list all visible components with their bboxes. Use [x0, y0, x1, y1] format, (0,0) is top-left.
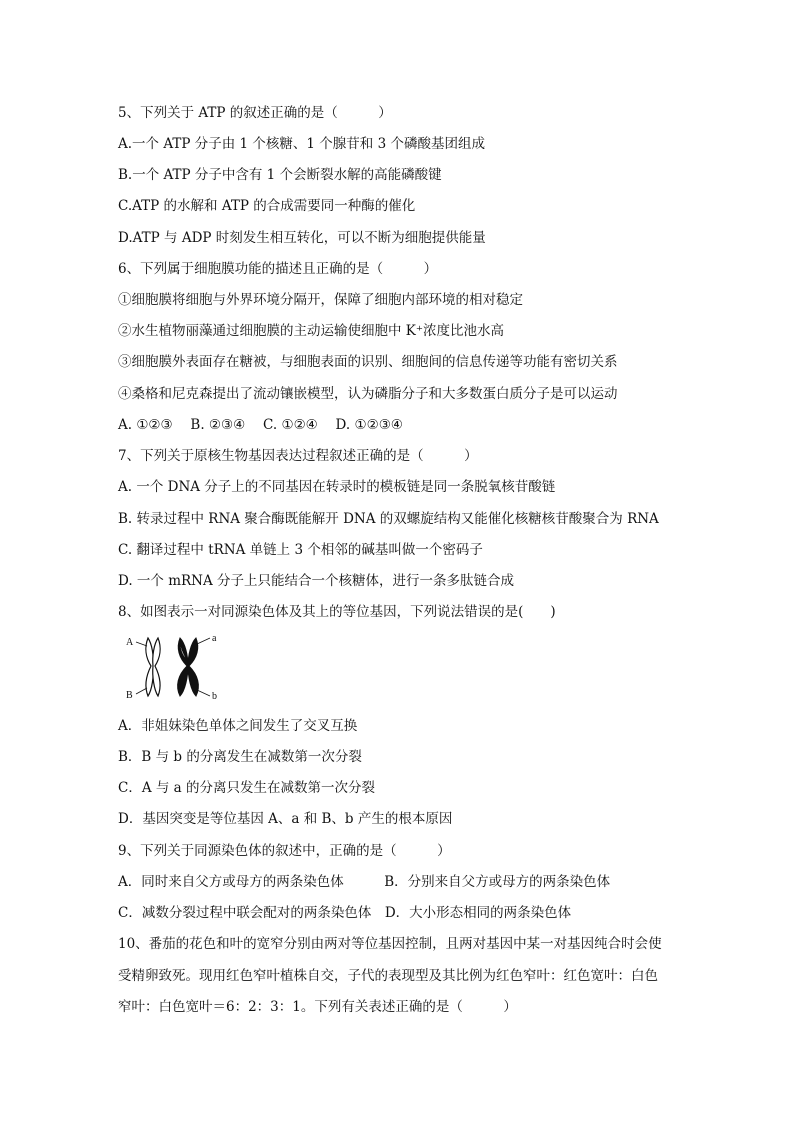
left-chromosome: [146, 638, 160, 696]
question-10-line-1: 10、番茄的花色和叶的宽窄分别由两对等位基因控制，且两对基因中某一对基因纯合时会使: [118, 936, 662, 952]
question-6-statement-3: ③细胞膜外表面存在糖被，与细胞表面的识别、细胞间的信息传递等功能有密切关系: [118, 354, 618, 370]
homologous-chromosome-figure: [118, 628, 228, 704]
question-6-statement-4: ④桑格和尼克森提出了流动镶嵌模型，认为磷脂分子和大多数蛋白质分子是可以运动: [118, 386, 618, 402]
question-9-options-row-2: C．减数分裂过程中联会配对的两条染色体 D．大小形态相同的两条染色体: [118, 905, 572, 921]
question-5-option-a: A.一个 ATP 分子由 1 个核糖、1 个腺苷和 3 个磷酸基团组成: [118, 136, 485, 152]
question-8-option-d: D．基因突变是等位基因 A、a 和 B、b 产生的根本原因: [118, 811, 453, 827]
question-8-stem: 8、如图表示一对同源染色体及其上的等位基因，下列说法错误的是( ): [118, 604, 556, 620]
question-10-line-2: 受精卵致死。现用红色窄叶植株自交，子代的表现型及其比例为红色窄叶：红色宽叶：白色: [118, 968, 658, 984]
question-5-option-b: B.一个 ATP 分子中含有 1 个会断裂水解的高能磷酸键: [118, 167, 442, 183]
question-5-option-c: C.ATP 的水解和 ATP 的合成需要同一种酶的催化: [118, 198, 416, 214]
label-upper-right: a: [212, 633, 217, 644]
question-9-options-row-1: A．同时来自父方或母方的两条染色体 B．分别来自父方或母方的两条染色体: [118, 874, 611, 890]
question-7-option-a: A. 一个 DNA 分子上的不同基因在转录时的模板链是同一条脱氧核苷酸链: [118, 479, 556, 495]
label-lower-right: b: [212, 691, 217, 702]
question-10-line-3: 窄叶：白色宽叶＝6：2：3：1。下列有关表述正确的是（ ）: [118, 999, 517, 1015]
question-5-stem: 5、下列关于 ATP 的叙述正确的是（ ）: [118, 105, 392, 121]
question-6-statement-1: ①细胞膜将细胞与外界环境分隔开，保障了细胞内部环境的相对稳定: [118, 292, 523, 308]
question-6-statement-2: ②水生植物丽藻通过细胞膜的主动运输使细胞中 K⁺浓度比池水高: [118, 323, 505, 339]
label-lower-left: B: [126, 690, 133, 701]
question-7-stem: 7、下列关于原核生物基因表达过程叙述正确的是（ ）: [118, 448, 478, 464]
question-9-stem: 9、下列关于同源染色体的叙述中，正确的是（ ）: [118, 843, 451, 859]
question-8-option-c: C．A 与 a 的分离只发生在减数第一次分裂: [118, 780, 376, 796]
question-7-option-b: B. 转录过程中 RNA 聚合酶既能解开 DNA 的双螺旋结构又能催化核糖核苷酸聚合为 RNA: [118, 511, 659, 527]
question-7-option-d: D. 一个 mRNA 分子上只能结合一个核糖体，进行一条多肽链合成: [118, 573, 515, 589]
right-chromosome: [178, 638, 199, 696]
label-upper-left: A: [126, 637, 134, 648]
question-5-option-d: D.ATP 与 ADP 时刻发生相互转化，可以不断为细胞提供能量: [118, 230, 486, 246]
question-6-stem: 6、下列属于细胞膜功能的描述且正确的是（ ）: [118, 261, 438, 277]
question-8-option-b: B．B 与 b 的分离发生在减数第一次分裂: [118, 749, 362, 765]
question-7-option-c: C. 翻译过程中 tRNA 单链上 3 个相邻的碱基叫做一个密码子: [118, 542, 483, 558]
question-6-options: A. ①②③ B. ②③④ C. ①②④ D. ①②③④: [118, 417, 403, 433]
question-8-option-a: A．非姐妹染色单体之间发生了交叉互换: [118, 718, 358, 734]
